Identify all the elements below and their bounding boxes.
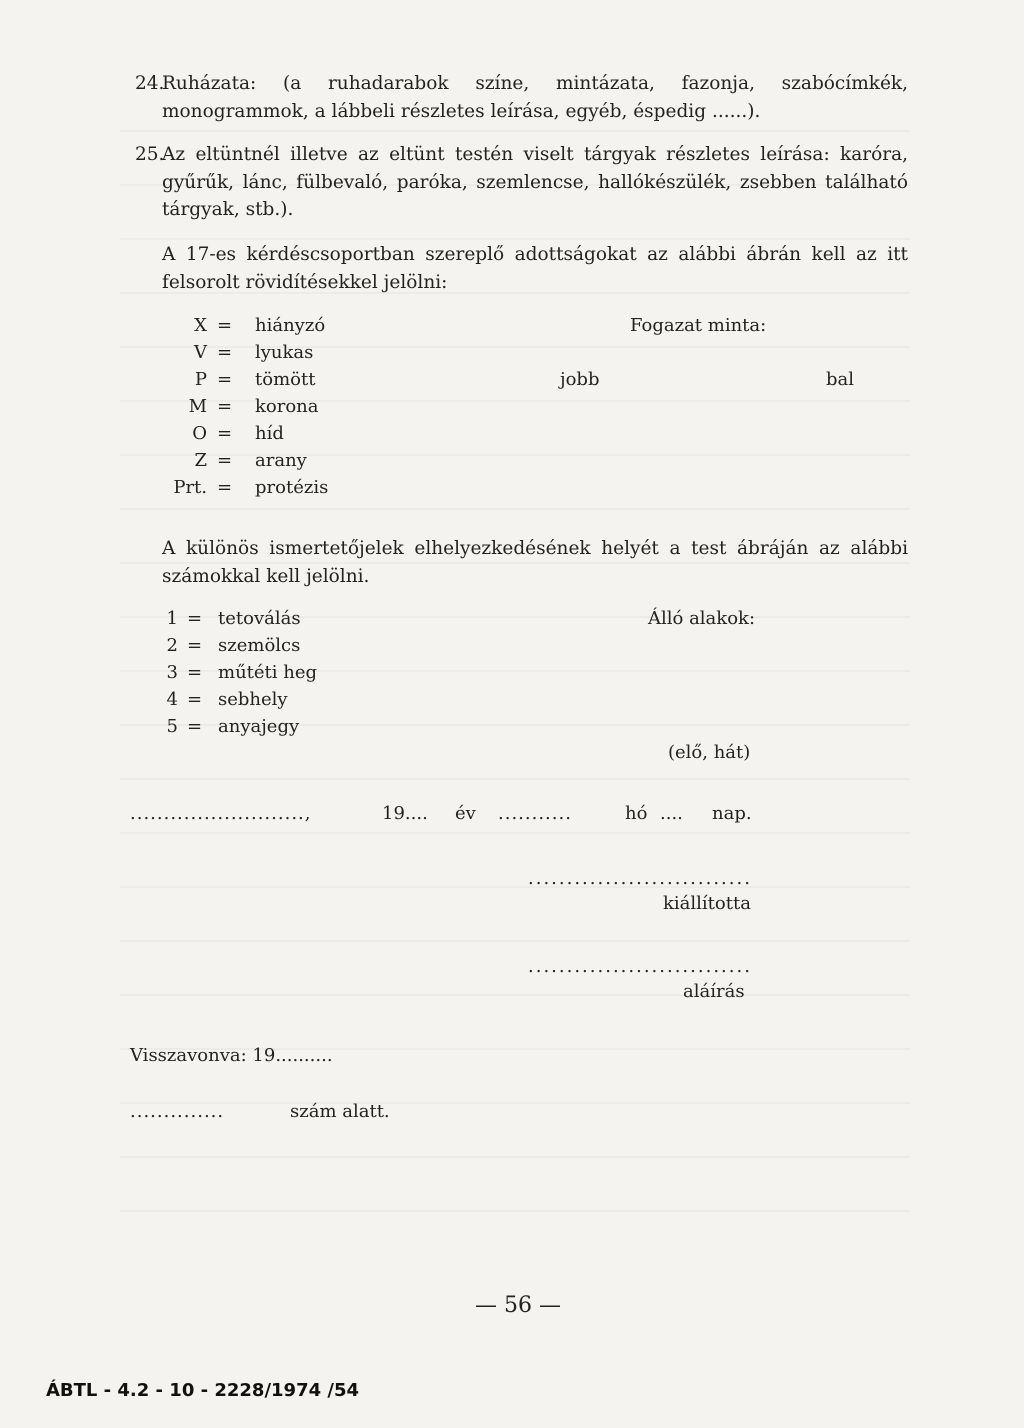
teeth-code-v: V xyxy=(194,342,207,363)
page-number: — 56 — xyxy=(475,1293,561,1318)
teeth-code-z: Z xyxy=(194,450,207,471)
mark-code-label: szemölcs xyxy=(218,635,301,656)
teeth-code-eq: = xyxy=(217,369,233,390)
teeth-code-eq: = xyxy=(217,396,233,417)
date-line xyxy=(130,801,770,829)
month-dots: ........... xyxy=(498,803,572,824)
year-word: év xyxy=(455,803,476,824)
teeth-code-label: protézis xyxy=(255,477,329,498)
item-25-text: Az eltüntnél illetve az eltünt testén viselt tárgyak részletes leírása: karóra, gyűrűk, lánc, fülbevaló, paróka, szemlencse, hallókészülék, zsebben található tárgyak, stb.). xyxy=(162,144,908,220)
signature-dots: ............................. xyxy=(528,956,752,977)
teeth-code-prt: Prt. xyxy=(173,477,207,498)
figures-title: Álló alakok: xyxy=(648,608,756,629)
teeth-code-label: lyukas xyxy=(255,342,314,363)
revoked-number-dots: .............. xyxy=(130,1101,225,1122)
teeth-code-eq: = xyxy=(217,315,233,336)
teeth-chart-right-label: jobb xyxy=(560,369,600,390)
archive-reference: ÁBTL - 4.2 - 10 - 2228/1974 /54 xyxy=(46,1380,360,1401)
teeth-code-o: O xyxy=(192,423,207,444)
month-word: hó xyxy=(625,803,648,824)
issuer-label: kiállította xyxy=(663,893,751,914)
teeth-chart-left-label: bal xyxy=(826,369,855,390)
teeth-code-label: tömött xyxy=(255,369,316,390)
revoked-number-label: szám alatt. xyxy=(290,1101,390,1122)
teeth-code-x: X xyxy=(194,315,207,336)
teeth-code-eq: = xyxy=(217,423,233,444)
mark-code-4: 4 xyxy=(166,689,178,710)
mark-code-3: 3 xyxy=(166,662,178,683)
item-24-text: Ruházata: (a ruhadarabok színe, mintázata, fazonja, szabócímkék, monogrammok, a lábbeli részletes leírása, egyéb, éspedig ......). xyxy=(162,73,908,122)
teeth-code-label: arany xyxy=(255,450,307,471)
teeth-intro-paragraph: A 17-es kérdéscsoportban szereplő adottságokat az alábbi ábrán kell az itt felsorolt rövidítésekkel jelölni: xyxy=(162,244,908,293)
teeth-code-label: hiányzó xyxy=(255,315,326,336)
teeth-code-label: korona xyxy=(255,396,319,417)
signature-label: aláírás xyxy=(683,981,745,1002)
teeth-code-label: híd xyxy=(255,423,284,444)
teeth-code-eq: = xyxy=(217,477,233,498)
issuer-dots: ............................. xyxy=(528,868,752,889)
figures-subtitle: (elő, hát) xyxy=(668,742,751,763)
revoked-label: Visszavonva: 19.......... xyxy=(130,1045,333,1066)
mark-code-label: műtéti heg xyxy=(218,662,318,683)
mark-code-5: 5 xyxy=(166,716,178,737)
mark-code-label: sebhely xyxy=(218,689,288,710)
mark-code-2: 2 xyxy=(166,635,178,656)
teeth-code-eq: = xyxy=(217,450,233,471)
mark-code-eq: = xyxy=(187,716,203,737)
item-24-number: 24. xyxy=(135,73,165,94)
mark-code-eq: = xyxy=(187,608,203,629)
teeth-code-eq: = xyxy=(217,342,233,363)
mark-code-eq: = xyxy=(187,635,203,656)
day-dots: .... xyxy=(660,803,683,824)
mark-code-eq: = xyxy=(187,662,203,683)
item-25-number: 25. xyxy=(135,144,165,165)
teeth-code-m: M xyxy=(188,396,207,417)
mark-code-1: 1 xyxy=(166,608,178,629)
teeth-code-p: P xyxy=(194,369,207,390)
marks-intro-paragraph: A különös ismertetőjelek elhelyezkedésének helyét a test ábráján az alábbi számokkal kell jelölni. xyxy=(162,538,908,587)
mark-code-label: anyajegy xyxy=(218,716,300,737)
mark-code-label: tetoválás xyxy=(218,608,301,629)
year-prefix: 19.... xyxy=(382,803,428,824)
mark-code-eq: = xyxy=(187,689,203,710)
teeth-chart-title: Fogazat minta: xyxy=(630,315,767,336)
place-dots: .........................., xyxy=(130,803,312,824)
day-word: nap. xyxy=(712,803,752,824)
